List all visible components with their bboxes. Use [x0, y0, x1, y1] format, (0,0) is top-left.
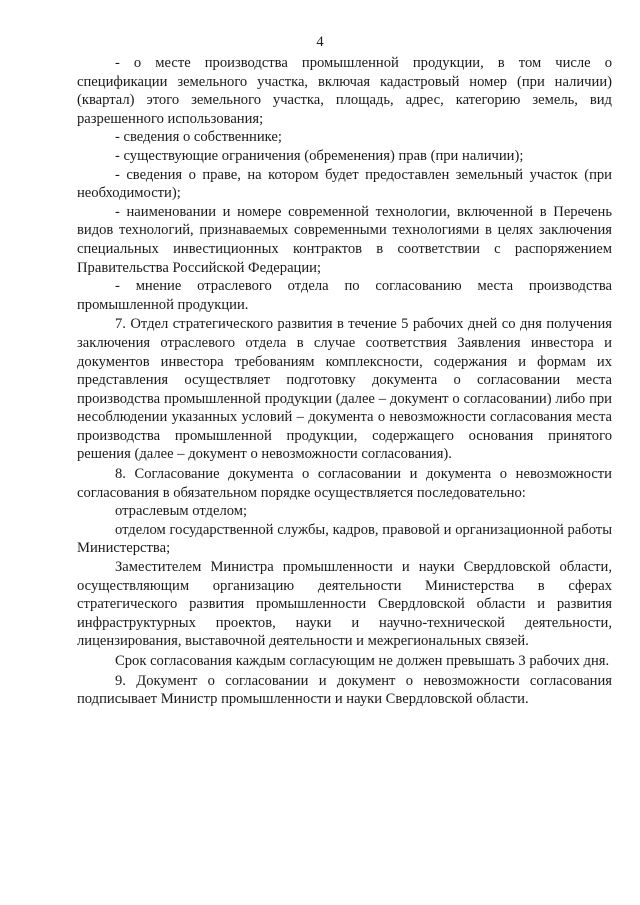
paragraph-item-7: 7. Отдел стратегического развития в течение 5 рабочих дней со дня получения заключения отраслевого отдела в случае соответствия Заявления инвестора и документов инвестора требованиям комплексности, содержания и формам их представления осуществляет подготовку документа о согласовании места производства промышленной продукции (далее – документ о согласовании) либо при несоблюдении указанных условий – документа о невозможности согласования места производства промышленной продукции, содержащего основания принятого решения (далее – документ о невозможности согласования).: [77, 316, 612, 463]
paragraph-approver-hr-legal-dept: отделом государственной службы, кадров, правовой и организационной работы Министерства;: [77, 521, 612, 557]
paragraph-modern-technology: - наименовании и номере современной технологии, включенной в Перечень видов технологий, признаваемых современными технологиями в целях заключения специальных инвестиционных контрактов в соответствии с распоряжением Правительства Российской Федерации;: [77, 203, 612, 276]
paragraph-approval-deadline: Срок согласования каждым согласующим не должен превышать 3 рабочих дня.: [115, 653, 610, 669]
paragraph-item-8: 8. Согласование документа о согласовании и документа о невозможности согласования в обязательном порядке осуществляется последовательно:: [77, 466, 612, 501]
page-number: 4: [316, 34, 324, 50]
paragraph-production-site: - о месте производства промышленной продукции, в том числе о спецификации земельного участка, включая кадастровый номер (при наличии) (квартал) этого земельного участка, площадь, адрес, категорию земель, вид разрешенного использования;: [77, 55, 612, 127]
paragraph-land-right: - сведения о праве, на котором будет предоставлен земельный участок (при необходимости);: [77, 166, 612, 202]
paragraph-item-9: 9. Документ о согласовании и документ о невозможности согласования подписывает Министр промышленности и науки Свердловской области.: [77, 672, 612, 708]
document-body: [77, 54, 612, 709]
paragraph-restrictions: - существующие ограничения (обременения) прав (при наличии);: [115, 147, 524, 164]
paragraph-approver-deputy-minister: Заместителем Министра промышленности и науки Свердловской области, осуществляющим организацию деятельности Министерства в сферах стратегического развития промышленности Свердловской области и развития инфраструктурных проектов, науки и научно-технической деятельности, лицензирования, выставочной деятельности и межрегиональных связей.: [77, 559, 612, 650]
paragraph-owner-info: - сведения о собственнике;: [115, 129, 282, 146]
paragraph-approver-industry-dept: отраслевым отделом;: [115, 503, 248, 520]
paragraph-department-opinion: - мнение отраслевого отдела по согласованию места производства промышленной продукции.: [77, 278, 612, 313]
